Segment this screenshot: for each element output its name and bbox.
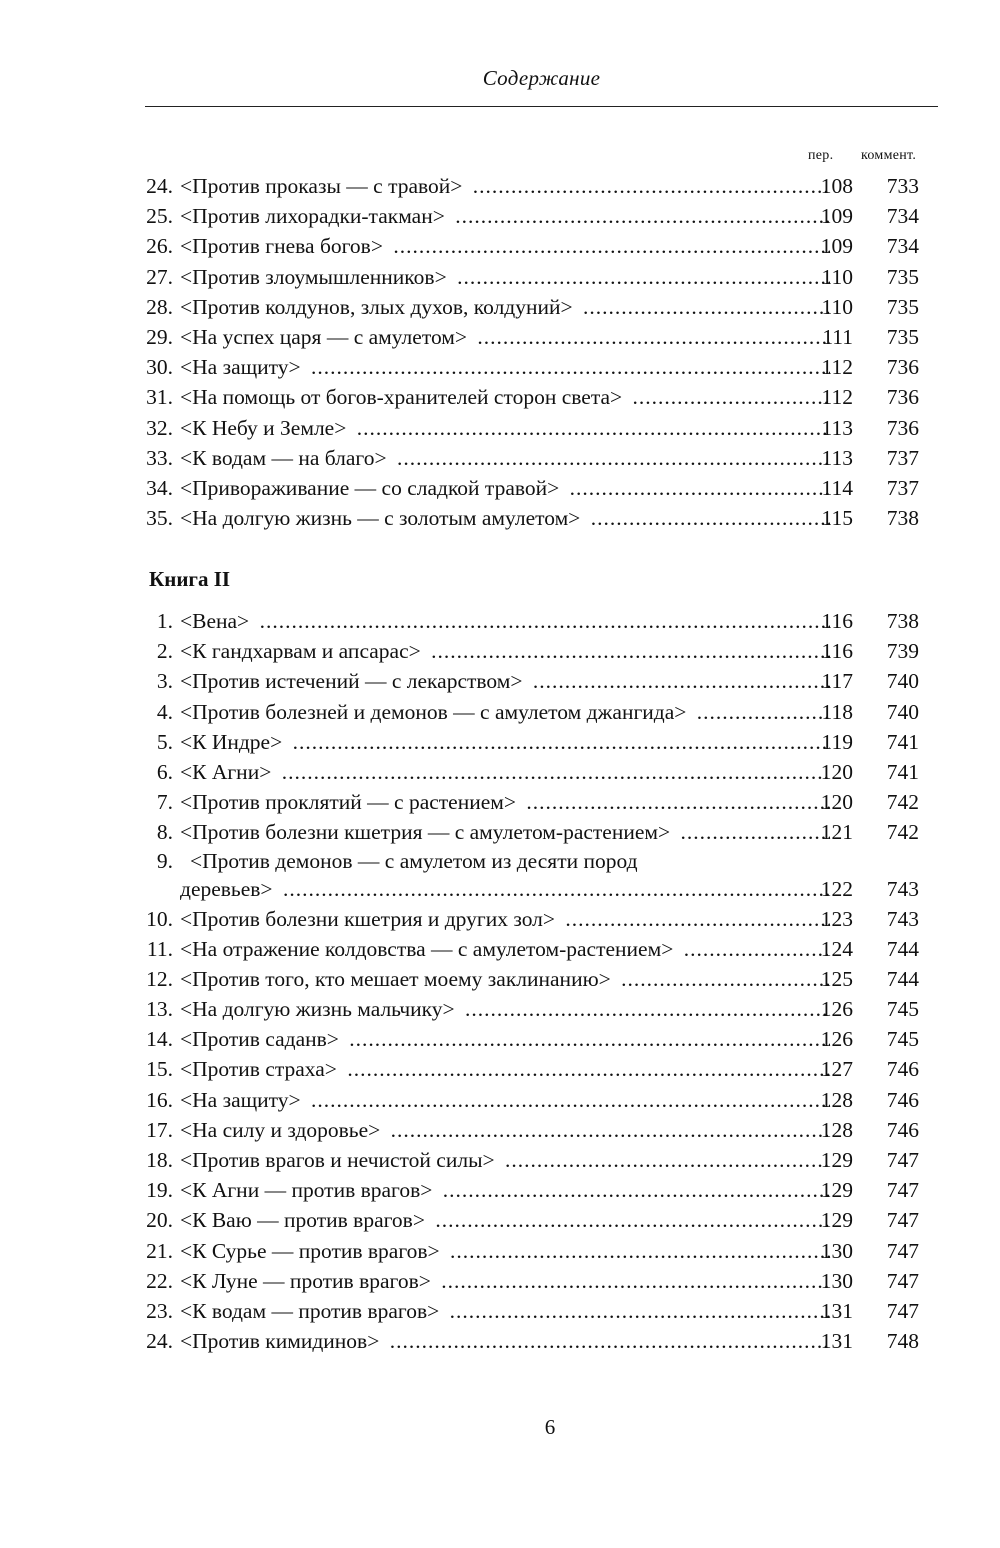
translation-page: 129 <box>820 1178 853 1203</box>
entry-number: 25. <box>146 204 173 229</box>
translation-page: 116 <box>821 609 853 633</box>
entry-number: 9. <box>156 848 173 873</box>
toc-entry[interactable] <box>147 1266 919 1296</box>
toc-entry[interactable] <box>147 352 919 382</box>
commentary-page: 740 <box>886 669 919 694</box>
entry-number: 24. <box>146 174 173 198</box>
commentary-page: 734 <box>886 204 919 229</box>
entry-title <box>180 171 830 201</box>
entry-title <box>180 413 830 443</box>
commentary-page: 739 <box>886 639 919 664</box>
toc-entry[interactable] <box>147 697 919 727</box>
column-header-translation: пер. <box>808 148 834 163</box>
toc-entry[interactable] <box>147 964 919 994</box>
translation-page: 119 <box>821 729 853 754</box>
commentary-page: 736 <box>886 355 919 380</box>
commentary-page: 746 <box>886 1087 919 1112</box>
toc-entry[interactable] <box>147 1175 919 1205</box>
toc-entry[interactable] <box>147 934 919 964</box>
toc-entry[interactable] <box>147 473 919 503</box>
entry-title <box>180 473 830 503</box>
entry-title <box>180 874 830 904</box>
toc-entry[interactable] <box>147 1115 919 1145</box>
translation-page: 129 <box>820 1208 853 1233</box>
entry-title-text: <На отражение колдовства — с амулетом-растением> <box>180 937 677 961</box>
commentary-page: 747 <box>886 1208 919 1233</box>
commentary-page: 746 <box>886 1057 919 1082</box>
toc-entry[interactable] <box>147 413 919 443</box>
commentary-page: 744 <box>886 966 919 991</box>
entry-number: 21. <box>146 1238 173 1263</box>
translation-page: 131 <box>820 1329 853 1354</box>
commentary-page: 736 <box>886 415 919 440</box>
entry-number: 1. <box>156 609 173 633</box>
toc-entry[interactable] <box>147 171 919 201</box>
commentary-page: 738 <box>886 609 919 633</box>
translation-page: 126 <box>820 997 853 1022</box>
entry-number: 31. <box>146 385 173 410</box>
entry-number: 3. <box>156 669 173 694</box>
entry-number: 2. <box>156 639 173 664</box>
translation-page: 111 <box>822 324 853 349</box>
entry-title <box>180 1145 830 1175</box>
entry-title-text: <Против болезни кшетрия и других зол> <box>180 907 559 931</box>
toc-entry[interactable] <box>147 727 919 757</box>
entry-number: 30. <box>146 355 173 380</box>
translation-page: 124 <box>820 936 853 961</box>
running-head: Содержание <box>482 66 601 90</box>
entry-title <box>180 1326 830 1356</box>
entry-title-text: <Вена> <box>180 609 253 633</box>
entry-title <box>180 666 830 696</box>
entry-title <box>180 934 830 964</box>
entry-title-text: <К водам — на благо> <box>180 446 391 470</box>
translation-page: 110 <box>821 294 853 319</box>
entry-title <box>180 727 830 757</box>
entry-number: 24. <box>146 1329 173 1354</box>
entry-title <box>180 1054 830 1084</box>
commentary-page: 735 <box>886 264 919 289</box>
entry-title <box>180 292 830 322</box>
entry-title <box>180 322 830 352</box>
toc-entry[interactable] <box>147 904 919 934</box>
entry-number: 23. <box>146 1298 173 1323</box>
entry-title-text: <Против саданв> <box>180 1027 343 1051</box>
entry-title-text: <Против страха> <box>180 1057 341 1081</box>
entry-title-text: <Против проказы — с травой> <box>180 174 466 198</box>
commentary-page: 745 <box>886 997 919 1022</box>
entry-number: 10. <box>146 906 173 931</box>
translation-page: 125 <box>820 966 853 991</box>
toc-entry[interactable] <box>147 848 919 904</box>
commentary-page: 742 <box>886 790 919 815</box>
entry-title <box>180 817 830 847</box>
entry-title <box>180 443 830 473</box>
entry-title <box>180 1296 830 1326</box>
translation-page: 120 <box>820 759 853 784</box>
commentary-page: 745 <box>886 1027 919 1052</box>
entry-title <box>180 606 830 636</box>
commentary-page: 733 <box>886 174 919 198</box>
entry-title <box>180 964 830 994</box>
entry-number: 14. <box>146 1027 173 1052</box>
entry-title <box>180 1205 830 1235</box>
entry-title-text: <На защиту> <box>180 1088 305 1112</box>
commentary-page: 747 <box>886 1148 919 1172</box>
entry-title <box>180 1024 830 1054</box>
entry-title <box>180 1236 830 1266</box>
translation-page: 116 <box>821 639 853 664</box>
entry-title-text: <Против гнева богов> <box>180 234 387 258</box>
entry-title <box>180 382 830 412</box>
entry-title-text: <К Агни — против врагов> <box>180 1178 436 1202</box>
entry-number: 13. <box>146 997 173 1022</box>
page-number: 6 <box>544 1415 556 1439</box>
translation-page: 129 <box>820 1148 853 1172</box>
translation-page: 118 <box>821 699 853 724</box>
toc-entry[interactable] <box>147 1145 919 1175</box>
entry-number: 33. <box>146 445 173 470</box>
toc-entry[interactable] <box>147 994 919 1024</box>
entry-title-text: <Против проклятий — с растением> <box>180 790 520 814</box>
toc-entry[interactable] <box>147 1054 919 1084</box>
entry-number: 35. <box>146 506 173 531</box>
commentary-page: 738 <box>886 506 919 531</box>
entry-number: 11. <box>146 936 173 961</box>
entry-title-text: <Против истечений — с лекарством> <box>180 669 527 693</box>
toc-entry[interactable] <box>147 262 919 292</box>
toc-entry[interactable] <box>147 443 919 473</box>
toc-entry[interactable] <box>147 636 919 666</box>
entry-title-text: <К Агни> <box>180 760 275 784</box>
toc-entry[interactable] <box>147 787 919 817</box>
translation-page: 126 <box>820 1027 853 1052</box>
entry-title <box>180 636 830 666</box>
entry-number: 34. <box>146 475 173 500</box>
header-rule <box>145 106 938 107</box>
entry-title-text: <Против болезни кшетрия — с амулетом-растением> <box>180 820 674 844</box>
translation-page: 130 <box>820 1268 853 1293</box>
toc-entry[interactable] <box>147 1296 919 1326</box>
translation-page: 112 <box>821 385 853 410</box>
translation-page: 115 <box>821 506 853 531</box>
entry-title <box>180 1175 830 1205</box>
commentary-page: 744 <box>886 936 919 961</box>
entry-title-text: <К Ваю — против врагов> <box>180 1208 429 1232</box>
entry-title-text: <Против врагов и нечистой силы> <box>180 1148 499 1172</box>
entry-title <box>180 201 830 231</box>
entry-number: 8. <box>156 820 173 845</box>
commentary-page: 737 <box>886 445 919 470</box>
commentary-page: 747 <box>886 1298 919 1323</box>
commentary-page: 748 <box>886 1329 919 1354</box>
translation-page: 109 <box>820 234 853 259</box>
translation-page: 113 <box>821 445 853 470</box>
translation-page: 108 <box>820 174 853 198</box>
entry-title <box>180 994 830 1024</box>
entry-number: 22. <box>146 1268 173 1293</box>
translation-page: 130 <box>820 1238 853 1263</box>
commentary-page: 735 <box>886 294 919 319</box>
book-ii-heading: Книга II <box>149 567 231 591</box>
translation-page: 127 <box>820 1057 853 1082</box>
entry-number: 16. <box>146 1087 173 1112</box>
entry-title-text: <Против того, кто мешает моему заклинанию> <box>180 967 615 991</box>
entry-title-text: <К Небу и Земле> <box>180 416 350 440</box>
translation-page: 128 <box>820 1117 853 1142</box>
toc-entry[interactable] <box>147 1205 919 1235</box>
entry-number: 17. <box>146 1117 173 1142</box>
toc-book2-list <box>147 606 919 1356</box>
entry-title <box>180 1115 830 1145</box>
toc-entry[interactable] <box>147 503 919 533</box>
commentary-page: 741 <box>886 729 919 754</box>
column-header-commentary: коммент. <box>861 148 917 163</box>
commentary-page: 743 <box>886 906 919 931</box>
entry-title-text: <На долгую жизнь — с золотым амулетом> <box>180 506 584 530</box>
entry-title <box>180 757 830 787</box>
translation-page: 112 <box>821 355 853 380</box>
commentary-page: 747 <box>886 1238 919 1263</box>
entry-title-text: <Против лихорадки-такман> <box>180 204 449 228</box>
toc-entry[interactable] <box>147 1326 919 1356</box>
entry-title <box>180 262 830 292</box>
toc-entry[interactable] <box>147 666 919 696</box>
toc-entry[interactable] <box>147 757 919 787</box>
entry-title-text: <К Индре> <box>180 730 286 754</box>
translation-page: 120 <box>820 790 853 815</box>
translation-page: 122 <box>820 876 853 901</box>
translation-page: 113 <box>821 415 853 440</box>
entry-number: 18. <box>146 1148 173 1172</box>
entry-title-text: <Против болезней и демонов — с амулетом джангида> <box>180 700 690 724</box>
entry-number: 19. <box>146 1178 173 1203</box>
commentary-page: 743 <box>886 876 919 901</box>
translation-page: 114 <box>821 475 853 500</box>
entry-title-text: <Привораживание — со сладкой травой> <box>180 476 563 500</box>
entry-number: 15. <box>146 1057 173 1082</box>
translation-page: 123 <box>820 906 853 931</box>
translation-page: 128 <box>820 1087 853 1112</box>
entry-title-text: деревьев> <box>180 877 277 901</box>
entry-title <box>180 1266 830 1296</box>
entry-title-text: <На успех царя — с амулетом> <box>180 325 471 349</box>
translation-page: 117 <box>821 669 853 694</box>
commentary-page: 734 <box>886 234 919 259</box>
commentary-page: 737 <box>886 475 919 500</box>
commentary-page: 747 <box>886 1178 919 1203</box>
entry-title-text: <К водам — против врагов> <box>180 1299 443 1323</box>
toc-entry[interactable] <box>147 231 919 261</box>
toc-entry[interactable] <box>147 1085 919 1115</box>
toc-entry[interactable] <box>147 292 919 322</box>
toc-book1-list <box>147 171 919 533</box>
toc-entry[interactable] <box>147 606 919 636</box>
commentary-page: 747 <box>886 1268 919 1293</box>
entry-title-text: <На долгую жизнь мальчику> <box>180 997 459 1021</box>
commentary-page: 746 <box>886 1117 919 1142</box>
entry-title <box>180 352 830 382</box>
entry-title-text: <Против кимидинов> <box>180 1329 383 1353</box>
translation-page: 109 <box>820 204 853 229</box>
translation-page: 110 <box>821 264 853 289</box>
toc-entry[interactable] <box>147 322 919 352</box>
commentary-page: 742 <box>886 820 919 845</box>
entry-number: 5. <box>156 729 173 754</box>
entry-title-text: <К Сурье — против врагов> <box>180 1239 444 1263</box>
entry-title-text: <На защиту> <box>180 355 305 379</box>
entry-number: 6. <box>156 759 173 784</box>
translation-page: 131 <box>820 1298 853 1323</box>
entry-title-line1: <Против демонов — с амулетом из десяти пород <box>190 848 638 873</box>
entry-title-text: <На силу и здоровье> <box>180 1118 384 1142</box>
toc-entry[interactable] <box>147 382 919 412</box>
entry-title <box>180 787 830 817</box>
commentary-page: 740 <box>886 699 919 724</box>
toc-entry[interactable] <box>147 201 919 231</box>
entry-title-text: <К Луне — против врагов> <box>180 1269 435 1293</box>
entry-number: 20. <box>146 1208 173 1233</box>
entry-title <box>180 503 830 533</box>
entry-title <box>180 697 830 727</box>
translation-page: 121 <box>820 820 853 845</box>
commentary-page: 741 <box>886 759 919 784</box>
toc-entry[interactable] <box>147 1236 919 1266</box>
commentary-page: 736 <box>886 385 919 410</box>
entry-title-text: <К гандхарвам и апсарас> <box>180 639 425 663</box>
entry-number: 7. <box>156 790 173 815</box>
entry-number: 12. <box>146 966 173 991</box>
entry-number: 28. <box>146 294 173 319</box>
entry-number: 4. <box>156 699 173 724</box>
toc-entry[interactable] <box>147 817 919 847</box>
entry-title-text: <Против злоумышленников> <box>180 265 451 289</box>
toc-entry[interactable] <box>147 1024 919 1054</box>
entry-title <box>180 904 830 934</box>
entry-number: 32. <box>146 415 173 440</box>
entry-title <box>180 231 830 261</box>
entry-number: 26. <box>146 234 173 259</box>
entry-title-text: <На помощь от богов-хранителей сторон света> <box>180 385 626 409</box>
commentary-page: 735 <box>886 324 919 349</box>
entry-title <box>180 1085 830 1115</box>
entry-number: 27. <box>146 264 173 289</box>
entry-title-text: <Против колдунов, злых духов, колдуний> <box>180 295 577 319</box>
entry-number: 29. <box>146 324 173 349</box>
